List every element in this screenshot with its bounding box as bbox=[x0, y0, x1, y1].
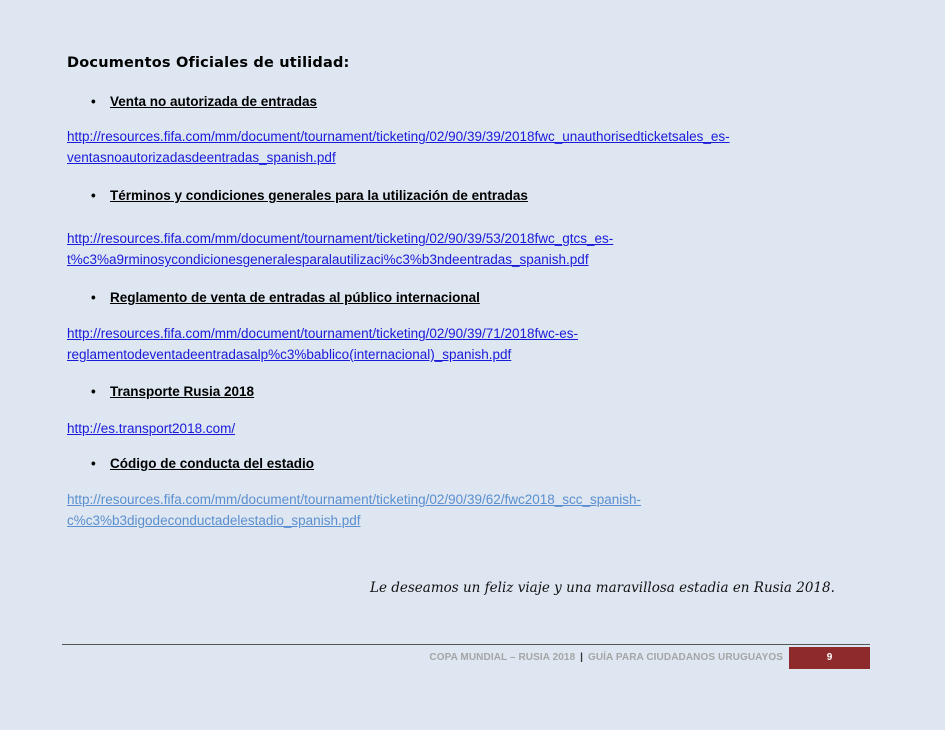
link-line: http://resources.fifa.com/mm/document/tournament/ticketing/02/90/39/62/fwc2018_scc_spanish- bbox=[67, 492, 642, 507]
document-link[interactable] bbox=[67, 323, 877, 365]
document-link[interactable] bbox=[67, 489, 877, 531]
bullet-glyph: • bbox=[91, 290, 96, 305]
bullet-item bbox=[91, 384, 254, 399]
page-number: 9 bbox=[789, 647, 870, 669]
document-link[interactable] bbox=[67, 418, 877, 439]
footer-caption bbox=[400, 652, 783, 663]
bullet-item-label: Código de conducta del estadio bbox=[110, 456, 315, 471]
bullet-glyph: • bbox=[91, 456, 96, 471]
bullet-glyph: • bbox=[91, 94, 96, 109]
link-line: http://resources.fifa.com/mm/document/tournament/ticketing/02/90/39/53/2018fwc_gtcs_es- bbox=[67, 231, 614, 246]
bullet-item-label: Transporte Rusia 2018 bbox=[110, 384, 255, 399]
link-line: http://resources.fifa.com/mm/document/tournament/ticketing/02/90/39/39/2018fwc_unauthorisedticketsales_es- bbox=[67, 129, 730, 144]
footer-right-text: GUÍA PARA CIUDADANOS URUGUAYOS bbox=[587, 652, 783, 663]
link-line: ventasnoautorizadasdeentradas_spanish.pdf bbox=[67, 150, 336, 165]
link-line: http://es.transport2018.com/ bbox=[67, 421, 236, 436]
link-line: http://resources.fifa.com/mm/document/tournament/ticketing/02/90/39/71/2018fwc-es- bbox=[67, 326, 579, 341]
bullet-item-label: Términos y condiciones generales para la utilización de entradas bbox=[110, 188, 528, 203]
bullet-item bbox=[91, 188, 528, 203]
bullet-glyph: • bbox=[91, 384, 96, 399]
link-line: t%c3%a9rminosycondicionesgeneralesparalautilizaci%c3%b3ndeentradas_spanish.pdf bbox=[67, 252, 589, 267]
bullet-item bbox=[91, 456, 314, 471]
bullet-item bbox=[91, 290, 480, 305]
bullet-item-label: Venta no autorizada de entradas bbox=[110, 94, 318, 109]
footer-divider bbox=[62, 644, 870, 645]
bullet-glyph: • bbox=[91, 188, 96, 203]
document-link[interactable] bbox=[67, 228, 877, 270]
document-link[interactable] bbox=[67, 126, 877, 168]
link-line: reglamentodeventadeentradasalp%c3%bablico(internacional)_spanish.pdf bbox=[67, 347, 512, 362]
section-heading: Documentos Oficiales de utilidad: bbox=[67, 55, 350, 71]
footer-separator: | bbox=[580, 652, 584, 663]
bullet-item bbox=[91, 94, 317, 109]
closing-wish: Le deseamos un feliz viaje y una maravillosa estadia en Rusia 2018. bbox=[370, 580, 835, 596]
bullet-item-label: Reglamento de venta de entradas al público internacional bbox=[110, 290, 480, 305]
footer-left-text: COPA MUNDIAL – RUSIA 2018 bbox=[429, 652, 576, 663]
link-line: c%c3%b3digodeconductadelestadio_spanish.pdf bbox=[67, 513, 361, 528]
